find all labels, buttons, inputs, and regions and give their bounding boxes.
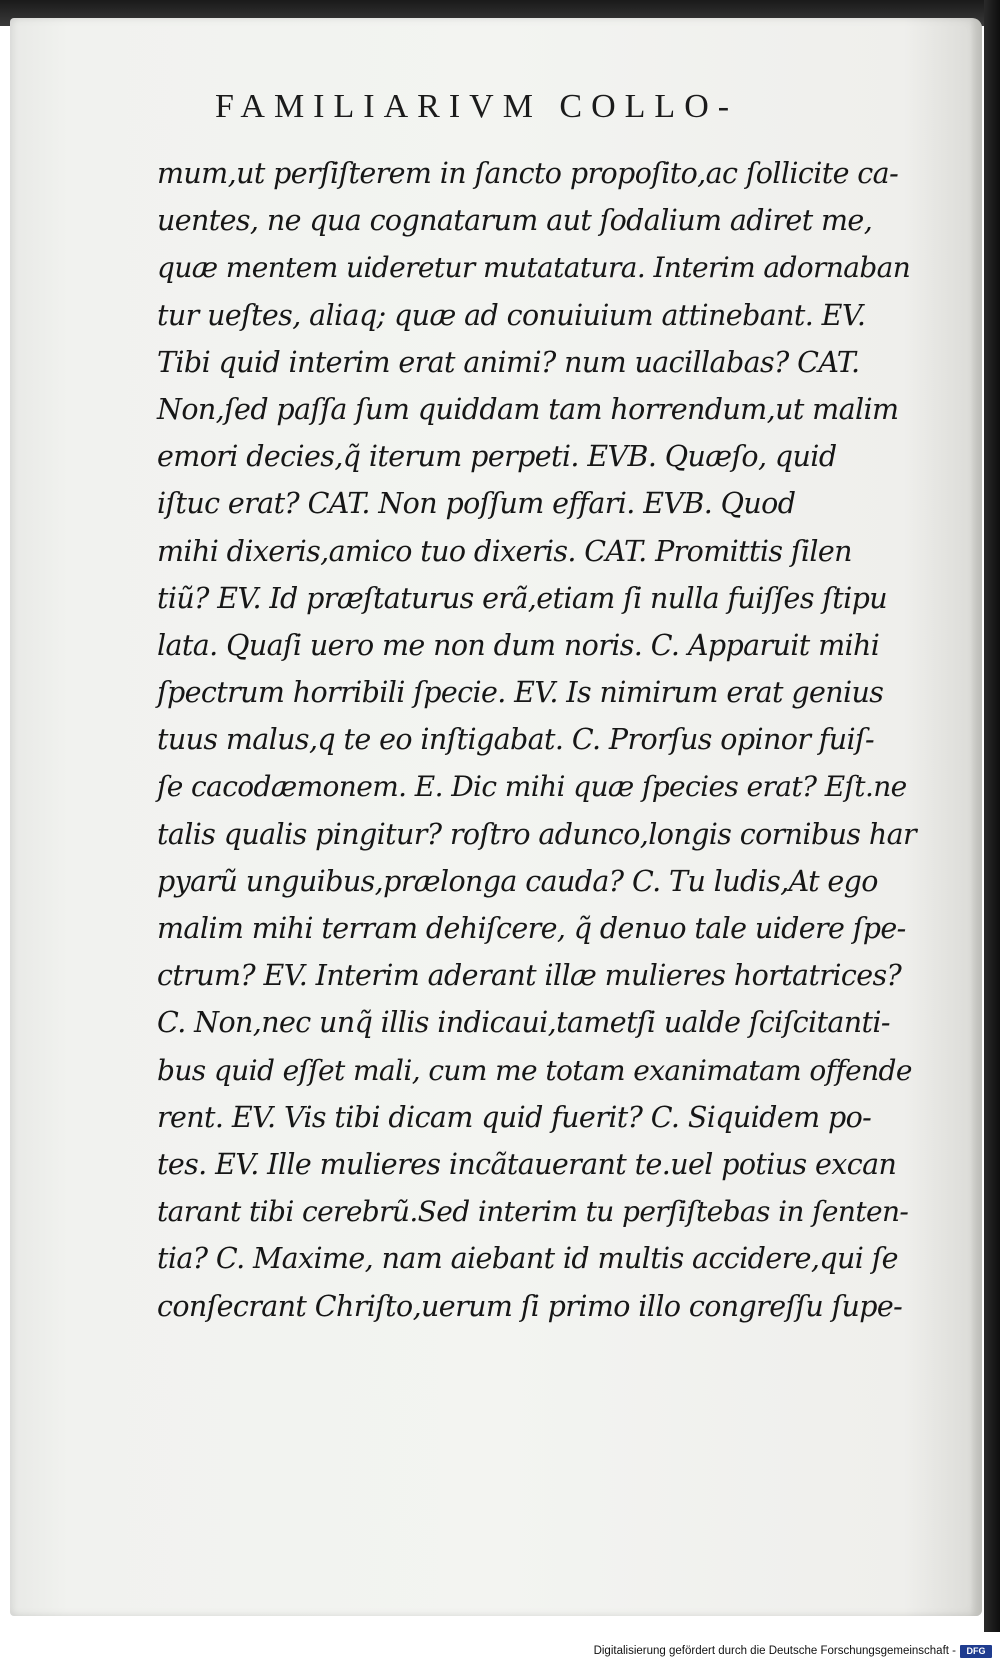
- text-line: tes. EV. Ille mulieres incãtauerant te.uel potius excan: [157, 1147, 897, 1181]
- text-line: tarant tibi cerebrũ.Sed interim tu perſiſtebas in ſenten-: [157, 1195, 909, 1229]
- text-line: mihi dixeris,amico tuo dixeris. CAT. Promittis ſilen: [157, 534, 852, 568]
- text-line: tia? C. Maxime, nam aiebant id multis accidere,qui ſe: [157, 1242, 898, 1276]
- text-line: ſe cacodæmonem. E. Dic mihi quæ ſpecies erat? Eſt.ne: [157, 770, 907, 804]
- text-line: ctrum? EV. Interim aderant illæ mulieres hortatrices?: [157, 959, 902, 993]
- text-line: pyarũ unguibus,prælonga cauda? C. Tu ludis,At ego: [157, 864, 878, 898]
- dfg-logo: DFG: [960, 1645, 992, 1658]
- page-edge-shadow: [970, 18, 982, 1616]
- scan-right-edge: [984, 0, 1000, 1632]
- text-line: malim mihi terram dehiſcere, q̃ denuo tale uidere ſpe-: [157, 912, 906, 945]
- text-line: conſecrant Chriſto,uerum ſi primo illo congreſſu ſupe-: [157, 1289, 903, 1323]
- text-line: bus quid eſſet mali, cum me totam exanimatam offende: [157, 1053, 912, 1087]
- text-line: uentes, ne qua cognatarum aut ſodalium adiret me,: [157, 204, 873, 238]
- text-line: Tibi quid interim erat animi? num uacillabas? CAT.: [157, 345, 860, 379]
- text-line: lata. Quaſi uero me non dum noris. C. Apparuit mihi: [157, 628, 880, 662]
- digitization-credit: Digitalisierung gefördert durch die Deutsche Forschungsgemeinschaft -: [593, 1645, 956, 1657]
- text-line: tur ueſtes, aliaq; quæ ad conuiuium attinebant. EV.: [157, 298, 866, 332]
- text-line: tiũ? EV. Id præſtaturus erã,etiam ſi nulla fuiſſes ſtipu: [157, 581, 888, 615]
- running-title: FAMILIARIVM COLLO-: [215, 88, 739, 125]
- text-line: tuus malus,q te eo inſtigabat. C. Prorſus opinor fuiſ-: [157, 723, 875, 757]
- text-line: mum,ut perſiſterem in ſancto propoſito,ac ſollicite ca-: [157, 157, 899, 190]
- text-line: emori decies,q̃ iterum perpeti. EVB. Quæſo, quid: [157, 440, 837, 474]
- body-text: [157, 150, 917, 1330]
- text-line: talis qualis pingitur? roſtro adunco,longis cornibus har: [157, 817, 917, 851]
- text-line: iſtuc erat? CAT. Non poſſum effari. EVB. Quod: [157, 487, 796, 521]
- text-line: quæ mentem uideretur mutatatura. Interim adornaban: [157, 251, 911, 285]
- text-line: C. Non,nec unq̃ illis indicaui,tametſi ualde ſciſcitanti-: [157, 1006, 890, 1040]
- text-line: Non,ſed paſſa ſum quiddam tam horrendum,ut malim: [157, 392, 899, 426]
- text-line: ſpectrum horribili ſpecie. EV. Is nimirum erat genius: [157, 676, 884, 710]
- text-line: rent. EV. Vis tibi dicam quid fuerit? C. Siquidem po-: [157, 1100, 872, 1134]
